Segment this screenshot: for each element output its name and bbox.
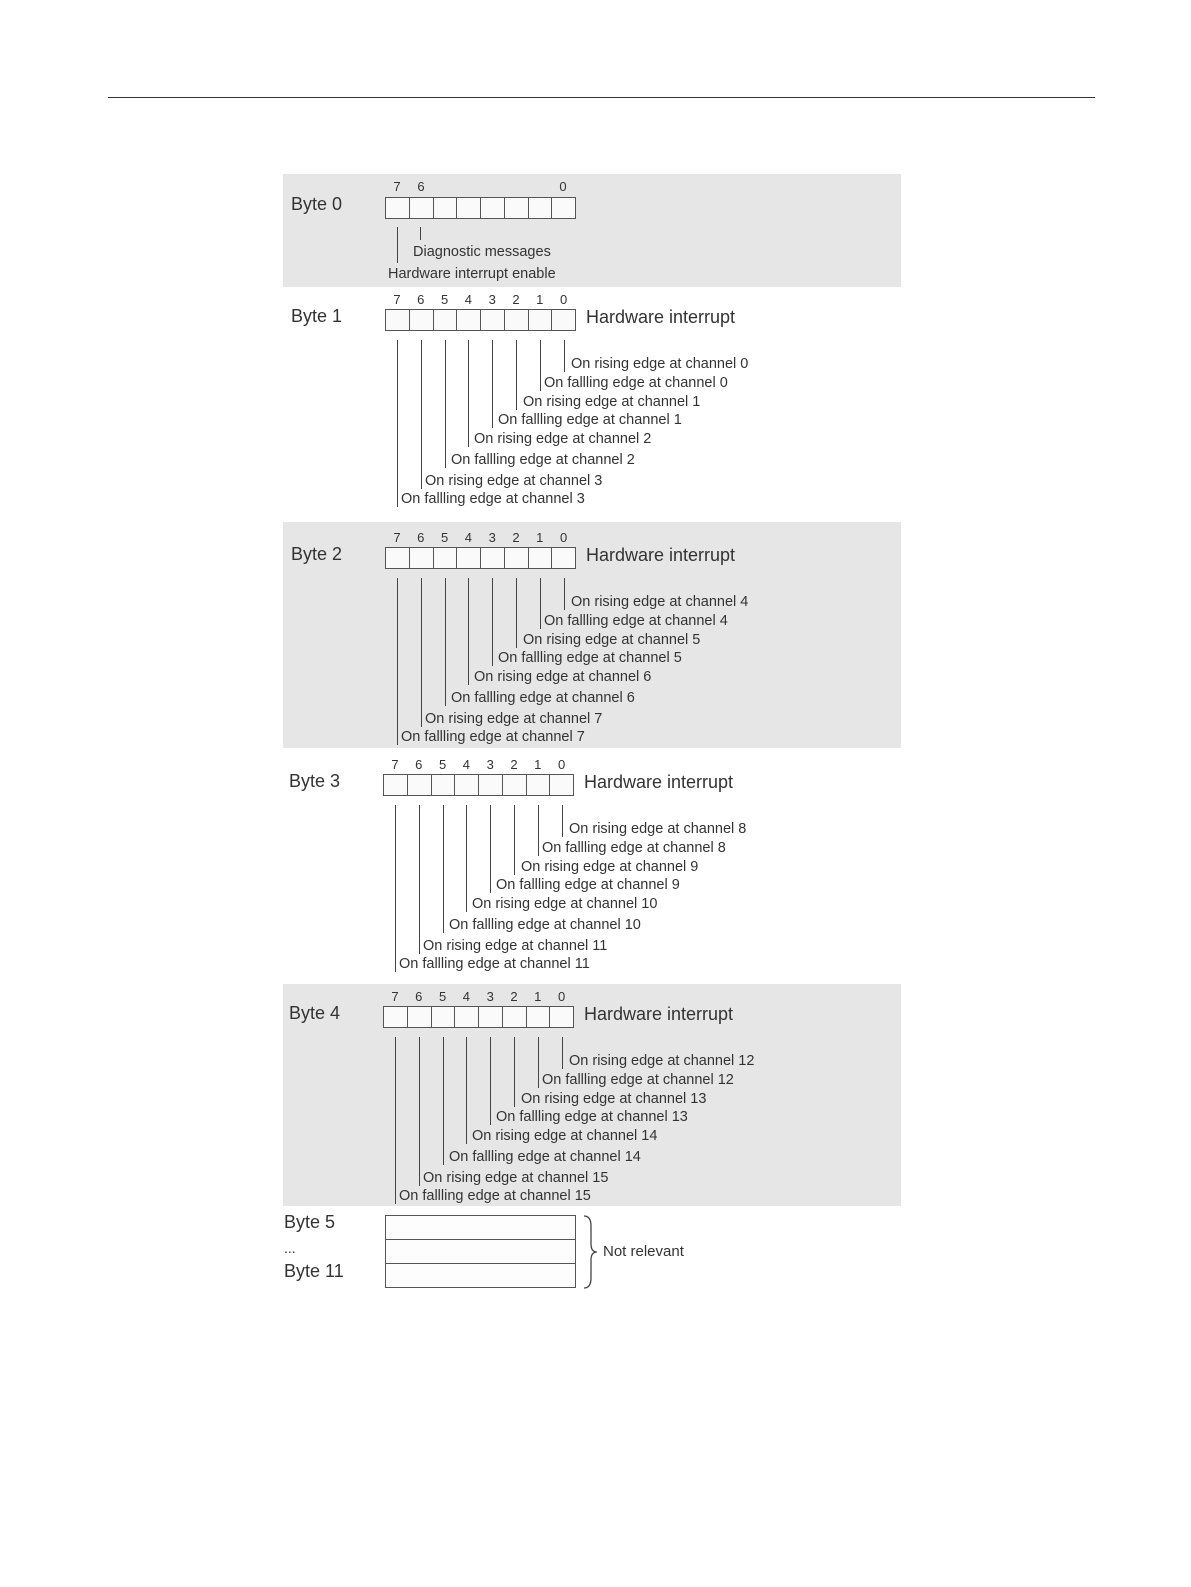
bit-cell <box>505 548 529 568</box>
byte-0-register <box>385 197 576 219</box>
bit-description: On rising edge at channel 8 <box>569 821 747 837</box>
bit-cell <box>434 310 458 330</box>
bit-description: On fallling edge at channel 7 <box>401 729 585 745</box>
bit-cell <box>503 1007 527 1027</box>
bit-cell <box>457 548 481 568</box>
bit-cell <box>408 1007 432 1027</box>
bit-number-2: 2 <box>512 292 520 307</box>
byte-5-label: Byte 5 <box>284 1212 336 1232</box>
bit-description: On rising edge at channel 6 <box>474 669 652 685</box>
bit-cell <box>384 1007 408 1027</box>
bit-description: On rising edge at channel 5 <box>523 632 701 648</box>
not-relevant-label: Not relevant <box>603 1243 684 1260</box>
bit-description: On fallling edge at channel 5 <box>498 650 682 666</box>
bit-cell <box>527 775 551 795</box>
bit-cell <box>503 775 527 795</box>
bit-number-3: 3 <box>488 530 496 545</box>
byte-11-label: Byte 11 <box>284 1261 344 1281</box>
bit-number-6: 6 <box>417 179 425 194</box>
bit-cell <box>550 1007 573 1027</box>
bit-description: On rising edge at channel 0 <box>571 356 749 372</box>
bit-description: On fallling edge at channel 11 <box>399 956 590 972</box>
byte-3-register <box>383 774 574 796</box>
bit-cell <box>384 775 408 795</box>
bit-cell <box>529 198 553 218</box>
leader-line <box>445 340 446 468</box>
bit-description: On rising edge at channel 11 <box>423 938 608 954</box>
bit-description: On rising edge at channel 7 <box>425 711 603 727</box>
bit-number-7: 7 <box>393 530 401 545</box>
bit-number-2: 2 <box>510 989 518 1004</box>
bit-number-0: 0 <box>559 530 568 545</box>
leader-line <box>538 805 539 856</box>
bit-description: On fallling edge at channel 9 <box>496 877 680 893</box>
bit-cell <box>410 198 434 218</box>
byte-2-register <box>385 547 576 569</box>
bit-number-3: 3 <box>486 989 494 1004</box>
hardware-interrupt-title: Hardware interrupt <box>586 545 736 565</box>
bit-number-6: 6 <box>417 530 425 545</box>
leader-line <box>395 805 396 972</box>
bit-cell <box>529 548 553 568</box>
bit-number-1: 1 <box>536 292 544 307</box>
byte-row-box <box>385 1239 576 1264</box>
bit-description: On rising edge at channel 2 <box>474 431 652 447</box>
bit-number-0: 0 <box>557 989 566 1004</box>
bit-cell <box>481 310 505 330</box>
bit-number-3: 3 <box>488 292 496 307</box>
byte-row-box <box>385 1263 576 1288</box>
bit-number-1: 1 <box>534 757 542 772</box>
leader-line <box>562 805 563 837</box>
bit-number-0: 0 <box>557 757 566 772</box>
bit-cell <box>481 198 505 218</box>
bit-description: On fallling edge at channel 13 <box>496 1109 688 1125</box>
bit-description: On fallling edge at channel 15 <box>399 1188 591 1204</box>
bit-number-5: 5 <box>438 989 447 1004</box>
bit-description: On rising edge at channel 13 <box>521 1091 707 1107</box>
leader-line <box>421 340 422 489</box>
bit-number-5: 5 <box>438 757 447 772</box>
bit-description: On rising edge at channel 4 <box>571 594 749 610</box>
hardware-interrupt-title: Hardware interrupt <box>584 1004 734 1024</box>
bit-cell <box>479 1007 503 1027</box>
bit-cell <box>479 775 503 795</box>
bit-cell <box>529 310 553 330</box>
bit-number-3: 3 <box>486 757 494 772</box>
bit-number-7: 7 <box>393 292 401 307</box>
leader-line <box>420 227 421 240</box>
leader-line <box>490 805 491 893</box>
bit-cell <box>386 310 410 330</box>
bit-cell <box>434 548 458 568</box>
leader-line <box>514 805 515 875</box>
bit-cell <box>386 548 410 568</box>
curly-brace-icon <box>582 1214 598 1290</box>
bit-cell <box>527 1007 551 1027</box>
leader-line <box>564 340 565 372</box>
bit-cell <box>457 198 481 218</box>
bit-description: On fallling edge at channel 6 <box>451 690 635 706</box>
bit-cell <box>434 198 458 218</box>
bit-description: On fallling edge at channel 10 <box>449 917 641 933</box>
diagnostic-messages-label: Diagnostic messages <box>413 244 551 260</box>
bit-description: On fallling edge at channel 4 <box>544 613 728 629</box>
bit-number-7: 7 <box>391 757 399 772</box>
top-rule <box>108 97 1095 98</box>
leader-line <box>540 340 541 391</box>
bit-cell <box>552 310 575 330</box>
bit-number-4: 4 <box>464 292 472 307</box>
bit-cell <box>481 548 505 568</box>
bit-description: On rising edge at channel 9 <box>521 859 699 875</box>
bit-description: On fallling edge at channel 12 <box>542 1072 734 1088</box>
band-byte-0 <box>283 174 901 287</box>
bit-number-1: 1 <box>536 530 544 545</box>
bit-description: On rising edge at channel 3 <box>425 473 603 489</box>
byte-4-register <box>383 1006 574 1028</box>
bit-description: On rising edge at channel 1 <box>523 394 701 410</box>
byte-2-label: Byte 2 <box>291 544 343 564</box>
bit-description: On rising edge at channel 12 <box>569 1053 755 1069</box>
leader-line <box>468 340 469 447</box>
bit-description: On fallling edge at channel 3 <box>401 491 585 507</box>
bit-cell <box>410 548 434 568</box>
ellipsis-label: ... <box>284 1240 296 1256</box>
bit-number-4: 4 <box>462 989 470 1004</box>
bit-description: On fallling edge at channel 0 <box>544 375 728 391</box>
bit-number-4: 4 <box>464 530 472 545</box>
bit-number-6: 6 <box>415 757 423 772</box>
bit-number-5: 5 <box>440 292 449 307</box>
hardware-interrupt-enable-label: Hardware interrupt enable <box>388 266 556 282</box>
bit-description: On rising edge at channel 10 <box>472 896 658 912</box>
bit-number-6: 6 <box>417 292 425 307</box>
bit-number-7: 7 <box>393 179 401 194</box>
bit-number-6: 6 <box>415 989 423 1004</box>
byte-4-label: Byte 4 <box>289 1003 341 1023</box>
bit-cell <box>410 310 434 330</box>
bit-cell <box>455 775 479 795</box>
byte-row-box <box>385 1215 576 1240</box>
hardware-interrupt-title: Hardware interrupt <box>586 307 736 327</box>
bit-cell <box>552 198 575 218</box>
bit-cell <box>505 310 529 330</box>
bit-cell <box>550 775 573 795</box>
leader-line <box>397 227 398 263</box>
bit-description: On rising edge at channel 14 <box>472 1128 658 1144</box>
bit-number-4: 4 <box>462 757 470 772</box>
bit-cell <box>432 775 456 795</box>
bit-description: On fallling edge at channel 1 <box>498 412 682 428</box>
bit-description: On fallling edge at channel 8 <box>542 840 726 856</box>
bit-cell <box>457 310 481 330</box>
hardware-interrupt-title: Hardware interrupt <box>584 772 734 792</box>
bit-number-5: 5 <box>440 530 449 545</box>
bit-cell <box>386 198 410 218</box>
bit-number-2: 2 <box>510 757 518 772</box>
bit-number-1: 1 <box>534 989 542 1004</box>
bit-cell <box>552 548 575 568</box>
leader-line <box>419 805 420 954</box>
leader-line <box>443 805 444 933</box>
byte-1-register <box>385 309 576 331</box>
bit-cell <box>455 1007 479 1027</box>
bit-number-7: 7 <box>391 989 399 1004</box>
leader-line <box>466 805 467 912</box>
bit-number-2: 2 <box>512 530 520 545</box>
leader-line <box>492 340 493 428</box>
byte-3-label: Byte 3 <box>289 771 341 791</box>
byte-0-label: Byte 0 <box>291 194 343 214</box>
bit-number-0: 0 <box>559 292 568 307</box>
bit-cell <box>505 198 529 218</box>
bit-cell <box>408 775 432 795</box>
leader-line <box>516 340 517 410</box>
bit-description: On fallling edge at channel 2 <box>451 452 635 468</box>
byte-1-label: Byte 1 <box>291 306 343 326</box>
bit-description: On fallling edge at channel 14 <box>449 1149 641 1165</box>
leader-line <box>397 340 398 507</box>
bit-description: On rising edge at channel 15 <box>423 1170 609 1186</box>
bit-number-0: 0 <box>559 179 567 194</box>
bit-cell <box>432 1007 456 1027</box>
